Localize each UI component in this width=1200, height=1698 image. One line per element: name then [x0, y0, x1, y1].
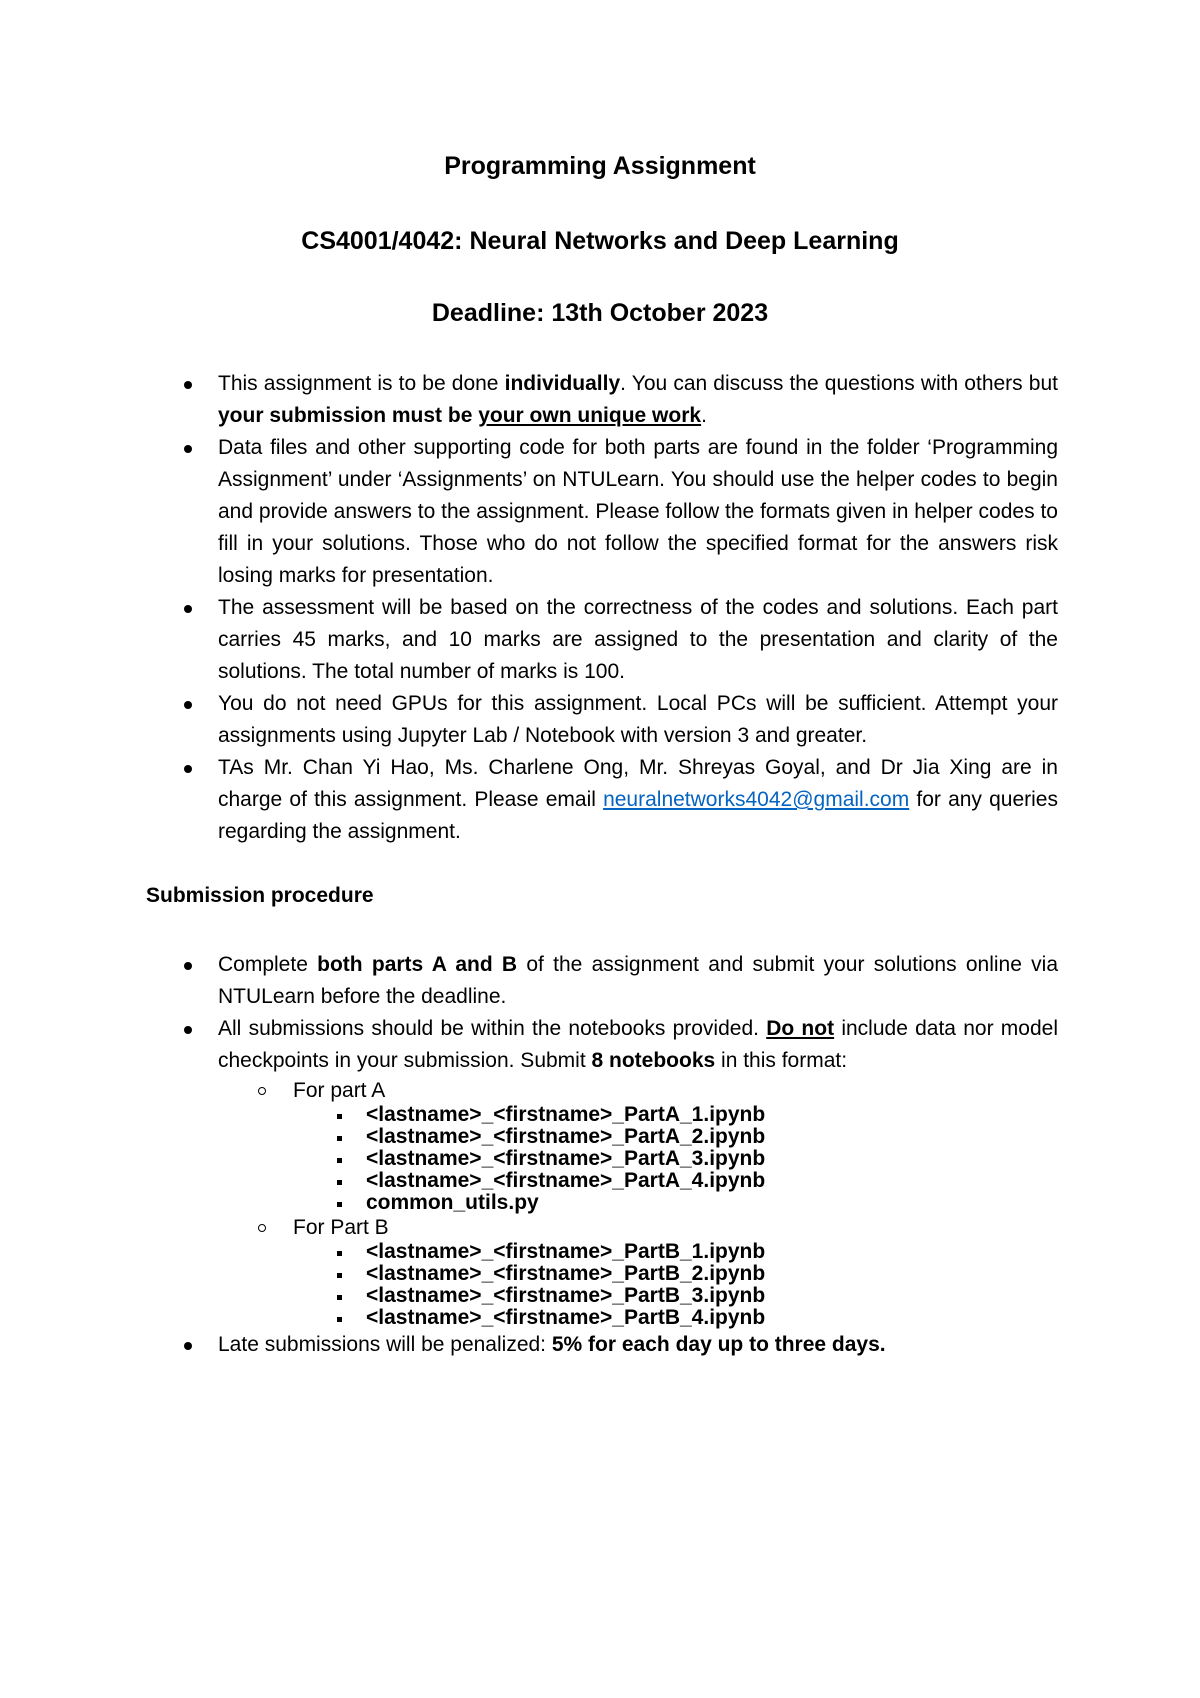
bullet-icon: [184, 962, 192, 970]
bullet-icon: [184, 605, 192, 613]
part-a-files: [293, 1104, 1058, 1214]
bullet-icon: [184, 765, 192, 773]
file-item: <lastname>_<firstname>_PartB_4.ipynb: [293, 1307, 1058, 1329]
part-b-files: [293, 1241, 1058, 1329]
bullet-icon: [184, 1026, 192, 1034]
file-item: <lastname>_<firstname>_PartB_1.ipynb: [293, 1241, 1058, 1263]
file-item: <lastname>_<firstname>_PartB_3.ipynb: [293, 1285, 1058, 1307]
parts-list: [218, 1077, 1058, 1329]
file-item: <lastname>_<firstname>_PartB_2.ipynb: [293, 1263, 1058, 1285]
bullet-icon: [184, 445, 192, 453]
file-item: <lastname>_<firstname>_PartA_4.ipynb: [293, 1170, 1058, 1192]
bullet-icon: [184, 701, 192, 709]
submission-heading: Submission procedure: [146, 884, 374, 907]
submission-notebooks: All submissions should be within the notebooks provided. Do not include data nor model checkpoints in your submission. Submit 8 notebooks in this format: For part A <lastname>_<firstname>_PartA_1.ipynb <lastname>_<firstname>_PartA_2.ipynb <lastname>_<firstname>_PartA_3.ipynb <lastname>_<firstname>_PartA_4.ipynb common_utils.py For Part B <lastname>_<firstname>_PartB_1.ipynb <lastname>_<firstname>_PartB_2.ipynb <lastname>_<firstname>_PartB_3.ipynb <lastname>_<firstname>_PartB_4.ipynb: [0, 1013, 1058, 1329]
bullet-icon: [184, 381, 192, 389]
submission-list: [0, 949, 1200, 1361]
submission-late-penalty: Late submissions will be penalized: 5% for each day up to three days.: [0, 1329, 1058, 1361]
square-bullet-icon: [337, 1180, 342, 1185]
bullet-icon: [184, 1342, 192, 1350]
circle-bullet-icon: [258, 1224, 266, 1232]
circle-bullet-icon: [258, 1087, 266, 1095]
instruction-data-files: Data files and other supporting code for both parts are found in the folder ‘Programming Assignment’ under ‘Assignments’ on NTULearn. You should use the helper codes to begin and provide answers to the assignment. Please follow the formats given in helper codes to fill in your solutions. Those who do not follow the specified format for the answers risk losing marks for presentation.: [0, 432, 1058, 592]
square-bullet-icon: [337, 1136, 342, 1141]
square-bullet-icon: [337, 1273, 342, 1278]
document-title: Programming Assignment: [444, 152, 756, 180]
square-bullet-icon: [337, 1114, 342, 1119]
submission-complete-parts: Complete both parts A and B of the assignment and submit your solutions online via NTULearn before the deadline.: [0, 949, 1058, 1013]
email-link[interactable]: neuralnetworks4042@gmail.com: [603, 788, 910, 811]
file-item: common_utils.py: [293, 1192, 1058, 1214]
square-bullet-icon: [337, 1158, 342, 1163]
instructions-list: [0, 368, 1200, 848]
square-bullet-icon: [337, 1202, 342, 1207]
file-item: <lastname>_<firstname>_PartA_3.ipynb: [293, 1148, 1058, 1170]
part-b-group: For Part B <lastname>_<firstname>_PartB_1.ipynb <lastname>_<firstname>_PartB_2.ipynb <lastname>_<firstname>_PartB_3.ipynb <lastname>_<firstname>_PartB_4.ipynb: [218, 1214, 1058, 1329]
file-item: <lastname>_<firstname>_PartA_2.ipynb: [293, 1126, 1058, 1148]
deadline-heading: Deadline: 13th October 2023: [431, 299, 769, 327]
square-bullet-icon: [337, 1251, 342, 1256]
course-title: CS4001/4042: Neural Networks and Deep Learning: [301, 227, 899, 255]
instruction-gpus: You do not need GPUs for this assignment. Local PCs will be sufficient. Attempt your assignments using Jupyter Lab / Notebook with version 3 and greater.: [0, 688, 1058, 752]
instruction-tas: TAs Mr. Chan Yi Hao, Ms. Charlene Ong, Mr. Shreyas Goyal, and Dr Jia Xing are in charge of this assignment. Please email neuralnetworks4042@gmail.com for any queries regarding the assignment.: [0, 752, 1058, 848]
square-bullet-icon: [337, 1317, 342, 1322]
instruction-assessment: The assessment will be based on the correctness of the codes and solutions. Each part carries 45 marks, and 10 marks are assigned to the presentation and clarity of the solutions. The total number of marks is 100.: [0, 592, 1058, 688]
part-a-group: For part A <lastname>_<firstname>_PartA_1.ipynb <lastname>_<firstname>_PartA_2.ipynb <lastname>_<firstname>_PartA_3.ipynb <lastname>_<firstname>_PartA_4.ipynb common_utils.py: [218, 1077, 1058, 1214]
file-item: <lastname>_<firstname>_PartA_1.ipynb: [293, 1104, 1058, 1126]
square-bullet-icon: [337, 1295, 342, 1300]
instruction-individual: This assignment is to be done individually. You can discuss the questions with others but your submission must be your own unique work.: [0, 368, 1058, 432]
